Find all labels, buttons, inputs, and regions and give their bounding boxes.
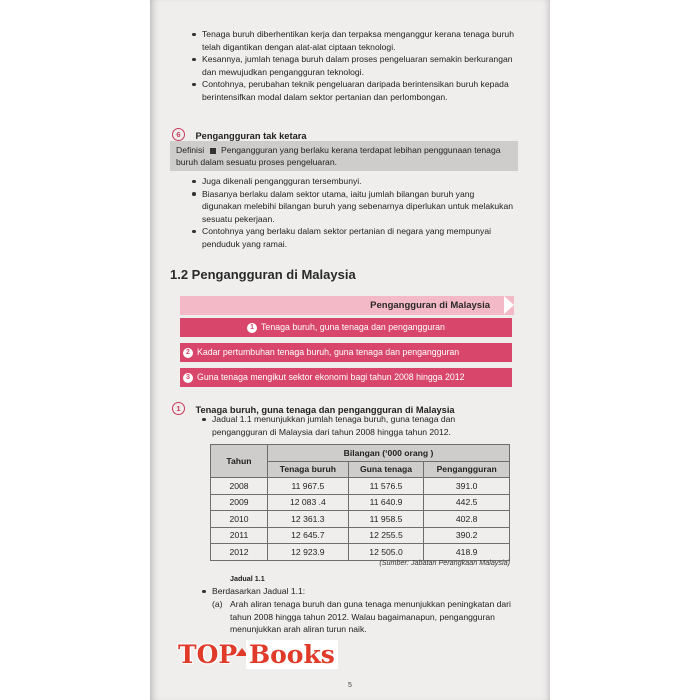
data-table xyxy=(210,444,510,561)
section-number-circle: 6 xyxy=(172,128,185,141)
table-row xyxy=(211,494,510,511)
overview-bar-label: Pengangguran di Malaysia xyxy=(370,300,490,311)
section-number-circle: 1 xyxy=(172,402,185,415)
table-cell: 442.5 xyxy=(424,494,510,511)
list-item: Berdasarkan Jadual 1.1: xyxy=(200,585,512,598)
table-cell: 12 083 .4 xyxy=(268,494,349,511)
section-title: 1.2 Pengangguran di Malaysia xyxy=(170,267,356,282)
table-source: (Sumber: Jabatan Perangkaan Malaysia) xyxy=(379,558,510,567)
table-cell: 11 640.9 xyxy=(348,494,424,511)
overview-item-2 xyxy=(180,343,512,362)
list-item: Biasanya berlaku dalam sektor utama, iaitu jumlah bilangan buruh yang digunakan melebihi bilangan buruh yang sebenarnya diperlukan untuk melakukan sesuatu pekerjaan. xyxy=(190,188,515,226)
table-row xyxy=(211,511,510,528)
definition-text: Pengangguran yang berlaku kerana terdapat lebihan penggunaan tenaga buruh dalam sesuatu proses pengeluaran. xyxy=(176,145,501,167)
arrow-right-icon xyxy=(504,296,514,314)
list-item: Contohnya yang berlaku dalam sektor pertanian di negara yang mempunyai penduduk yang ramai. xyxy=(190,225,515,250)
item-number-circle: 1 xyxy=(247,323,257,333)
table-cell: 391.0 xyxy=(424,478,510,495)
table-cell: 12 255.5 xyxy=(348,527,424,544)
table-cell: 2008 xyxy=(211,478,268,495)
list-item: Tenaga buruh diberhentikan kerja dan terpaksa menganggur kerana tenaga buruh telah digantikan dengan alat-alat ciptaan teknologi. xyxy=(190,28,515,53)
table-cell: 11 958.5 xyxy=(348,511,424,528)
list-item: Contohnya, perubahan teknik pengeluaran daripada berintensikan buruh kepada berintensifkan modal dalam sektor pertanian dan perlombongan. xyxy=(190,78,515,103)
square-icon xyxy=(210,148,216,154)
topbooks-watermark xyxy=(178,638,353,678)
list-item: Jadual 1.1 menunjukkan jumlah tenaga buruh, guna tenaga dan pengangguran di Malaysia dari tahun 2008 hingga tahun 2012. xyxy=(200,413,512,438)
table-cell: 12 361.3 xyxy=(268,511,349,528)
table-cell: 12 645.7 xyxy=(268,527,349,544)
top-bullet-list xyxy=(190,28,515,104)
item-number-circle: 3 xyxy=(183,373,193,383)
table-header: Pengangguran xyxy=(424,461,510,478)
table-row xyxy=(211,527,510,544)
subsection-1-bullet-list xyxy=(200,413,512,438)
table-cell: 11 576.5 xyxy=(348,478,424,495)
overview-item-label: Guna tenaga mengikut sektor ekonomi bagi tahun 2008 hingga 2012 xyxy=(197,372,465,382)
table-cell: 390.2 xyxy=(424,527,510,544)
table-header: Tenaga buruh xyxy=(268,461,349,478)
table-cell: 11 967.5 xyxy=(268,478,349,495)
table-caption: Jadual 1.1 xyxy=(230,574,265,583)
subsection-1-title: Tenaga buruh, guna tenaga dan pengangguran di Malaysia xyxy=(195,405,455,415)
list-item: Kesannya, jumlah tenaga buruh dalam proses pengeluaran semakin berkurangan dan mewujudkan pengangguran teknologi. xyxy=(190,53,515,78)
conclusion-bullet-list xyxy=(200,585,512,598)
list-item: Juga dikenali pengangguran tersembunyi. xyxy=(190,175,515,188)
table-row xyxy=(211,478,510,495)
table-cell: 2010 xyxy=(211,511,268,528)
definition-label: Definisi xyxy=(176,145,205,155)
table-cell: 418.9 xyxy=(424,544,510,561)
page-number: 5 xyxy=(348,682,352,689)
section-6-title: Pengangguran tak ketara xyxy=(195,131,307,141)
table-cell: 2012 xyxy=(211,544,268,561)
conclusion-item xyxy=(212,598,512,636)
table-cell: 2009 xyxy=(211,494,268,511)
overview-item-1 xyxy=(180,318,512,337)
table-header-group: Bilangan (‘000 orang ) xyxy=(268,445,510,462)
table-cell: 2011 xyxy=(211,527,268,544)
book-page xyxy=(150,0,550,700)
overview-item-label: Tenaga buruh, guna tenaga dan pengangguran xyxy=(261,322,445,332)
item-number-circle: 2 xyxy=(183,348,193,358)
conclusion-item-text: Arah aliran tenaga buruh dan guna tenaga menunjukkan peningkatan dari tahun 2008 hingga tahun 2012. Walau bagaimanapun, pengangguran menunjukkan arah aliran turun naik. xyxy=(230,599,511,635)
table-cell: 12 923.9 xyxy=(268,544,349,561)
overview-bar-title xyxy=(180,296,514,315)
watermark-books-text: Books xyxy=(246,640,338,669)
section-6-bullet-list xyxy=(190,175,515,251)
definition-box xyxy=(170,141,518,171)
conclusion-item-label: (a) xyxy=(212,599,223,609)
watermark-top-text: TOP xyxy=(178,640,238,669)
table-header-year: Tahun xyxy=(211,445,268,478)
table-cell: 12 505.0 xyxy=(348,544,424,561)
table-cell: 402.8 xyxy=(424,511,510,528)
overview-item-label: Kadar pertumbuhan tenaga buruh, guna tenaga dan pengangguran xyxy=(197,347,460,357)
table-header: Guna tenaga xyxy=(348,461,424,478)
overview-item-3 xyxy=(180,368,512,387)
